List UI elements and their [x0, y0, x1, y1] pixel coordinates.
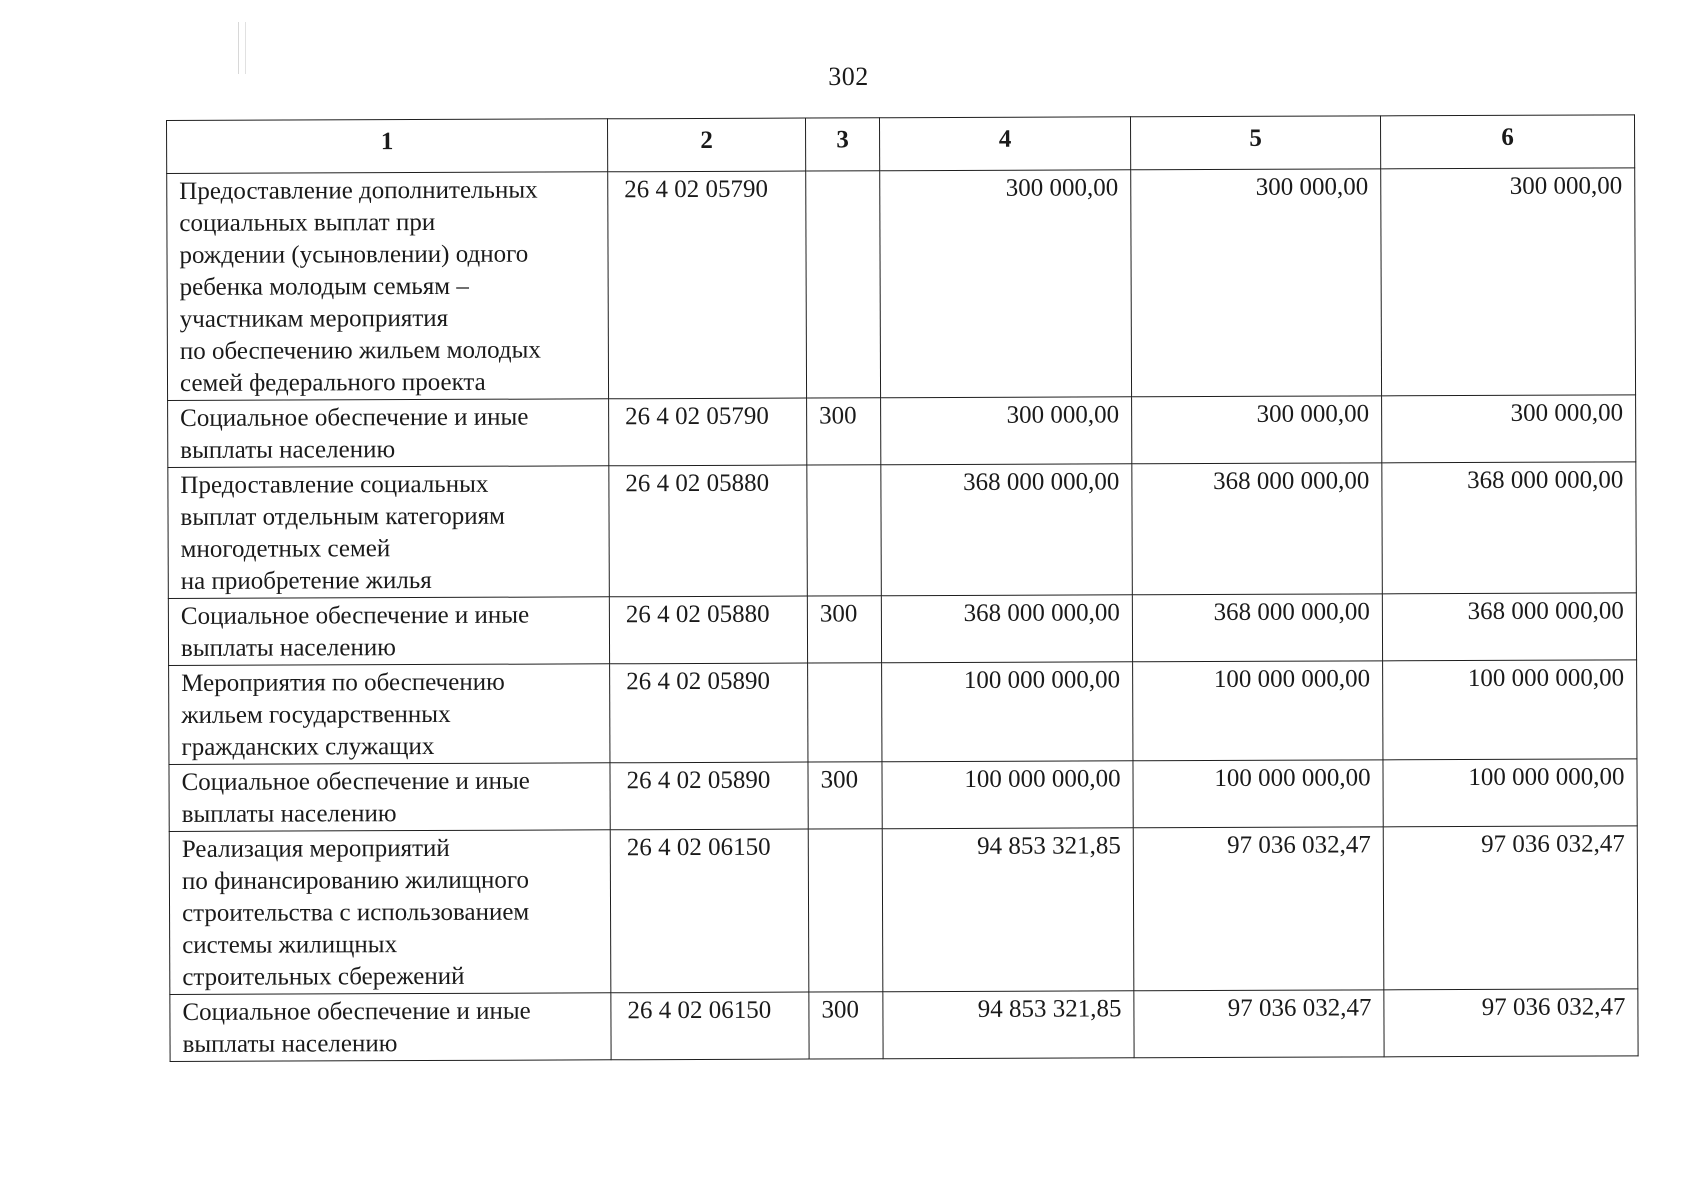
table-row	[168, 462, 1636, 599]
value-5-cell: 300 000,00	[1132, 396, 1382, 464]
row-name-line: гражданских служащих	[181, 732, 435, 761]
value-4-cell: 300 000,00	[880, 170, 1132, 398]
value-6-cell: 300 000,00	[1381, 168, 1636, 396]
type-cell	[807, 465, 882, 596]
value-4-cell: 94 853 321,85	[882, 828, 1134, 992]
value-6-cell: 100 000 000,00	[1383, 759, 1637, 827]
value-5-cell: 368 000 000,00	[1132, 594, 1382, 662]
code-cell: 26 4 02 05880	[609, 465, 808, 597]
row-name-line: выплат отдельным категориям	[180, 502, 505, 531]
value-5-cell: 97 036 032,47	[1134, 990, 1384, 1058]
value-4-cell: 100 000 000,00	[882, 662, 1133, 762]
row-name-line: на приобретение жилья	[180, 566, 432, 595]
value-4-cell: 368 000 000,00	[881, 595, 1132, 663]
table-header	[167, 115, 1635, 174]
row-name-line: Социальное обеспечение и иные	[180, 403, 529, 432]
budget-table	[166, 114, 1639, 1062]
row-name-line: жильем государственных	[181, 700, 451, 729]
row-name-line: выплаты населению	[182, 1030, 398, 1058]
value-5-cell: 368 000 000,00	[1132, 463, 1383, 595]
row-name-line: рождении (усыновлении) одного	[179, 240, 529, 269]
row-name-line: Социальное обеспечение и иные	[180, 601, 530, 630]
code-cell: 26 4 02 06150	[611, 992, 809, 1060]
column-header-6: 6	[1380, 115, 1634, 169]
row-name-cell	[168, 399, 609, 468]
row-name-line: выплаты населению	[181, 800, 397, 828]
header-row	[167, 115, 1635, 174]
type-cell: 300	[807, 398, 881, 465]
row-name-line: Социальное обеспечение и иные	[182, 997, 531, 1026]
type-cell: 300	[808, 762, 882, 829]
value-6-cell: 97 036 032,47	[1383, 826, 1638, 990]
type-cell	[806, 171, 881, 398]
table-row	[169, 759, 1637, 832]
row-name-line: Социальное обеспечение и иные	[181, 767, 530, 796]
value-4-cell: 368 000 000,00	[881, 464, 1133, 596]
code-cell: 26 4 02 05880	[609, 596, 807, 664]
table-row	[169, 660, 1637, 765]
type-cell	[808, 663, 882, 762]
value-6-cell: 368 000 000,00	[1382, 593, 1636, 661]
code-cell: 26 4 02 06150	[610, 829, 809, 993]
table-row	[170, 989, 1638, 1062]
type-cell	[808, 829, 883, 992]
row-name-line: социальных выплат при	[179, 208, 436, 237]
row-name-cell	[168, 597, 609, 666]
value-4-cell: 300 000,00	[881, 397, 1132, 465]
table-body	[167, 168, 1638, 1062]
row-name-line: выплаты населению	[180, 436, 396, 464]
code-cell: 26 4 02 05890	[610, 762, 808, 830]
value-6-cell: 300 000,00	[1382, 395, 1636, 463]
table-row	[167, 168, 1636, 401]
column-header-4: 4	[879, 117, 1130, 171]
value-6-cell: 368 000 000,00	[1382, 462, 1637, 594]
row-name-line: по обеспечению жильем молодых	[179, 336, 541, 365]
page-number: 302	[828, 62, 869, 91]
row-name-line: Предоставление социальных	[180, 470, 489, 499]
row-name-line: Мероприятия по обеспечению	[181, 668, 505, 697]
value-5-cell: 100 000 000,00	[1133, 661, 1383, 761]
table-row	[169, 826, 1638, 995]
value-4-cell: 94 853 321,85	[883, 991, 1134, 1059]
type-cell: 300	[809, 992, 883, 1059]
row-name-line: многодетных семей	[180, 535, 391, 563]
row-name-line: выплаты населению	[180, 634, 396, 662]
table-row	[168, 593, 1636, 666]
row-name-cell	[169, 830, 611, 995]
row-name-line: участникам мероприятия	[179, 304, 449, 333]
value-5-cell: 100 000 000,00	[1133, 760, 1383, 828]
row-name-cell	[169, 763, 610, 832]
table-row	[168, 395, 1636, 468]
value-5-cell: 300 000,00	[1131, 169, 1382, 397]
value-6-cell: 100 000 000,00	[1383, 660, 1637, 760]
type-cell: 300	[807, 596, 881, 663]
column-header-5: 5	[1130, 116, 1380, 170]
row-name-cell	[167, 172, 609, 401]
code-cell: 26 4 02 05790	[608, 171, 807, 399]
value-6-cell: 97 036 032,47	[1384, 989, 1638, 1057]
row-name-line: по финансированию жилищного	[181, 866, 530, 895]
row-name-line: строительства с использованием	[181, 898, 530, 927]
column-header-1: 1	[167, 119, 608, 174]
row-name-line: строительных сбережений	[182, 962, 465, 991]
row-name-cell	[169, 664, 610, 765]
row-name-cell	[170, 993, 611, 1062]
row-name-line: Реализация мероприятий	[181, 834, 450, 863]
column-header-2: 2	[607, 118, 805, 172]
row-name-line: семей федерального проекта	[179, 368, 486, 397]
code-cell: 26 4 02 05790	[609, 398, 807, 466]
row-name-line: системы жилищных	[182, 931, 398, 959]
row-name-line: Предоставление дополнительных	[179, 176, 538, 205]
row-name-line: ребенка молодым семьям –	[179, 272, 469, 301]
value-4-cell: 100 000 000,00	[882, 761, 1133, 829]
row-name-cell	[168, 466, 609, 599]
column-header-3: 3	[805, 118, 879, 171]
code-cell: 26 4 02 05890	[610, 663, 808, 763]
value-5-cell: 97 036 032,47	[1133, 827, 1384, 991]
